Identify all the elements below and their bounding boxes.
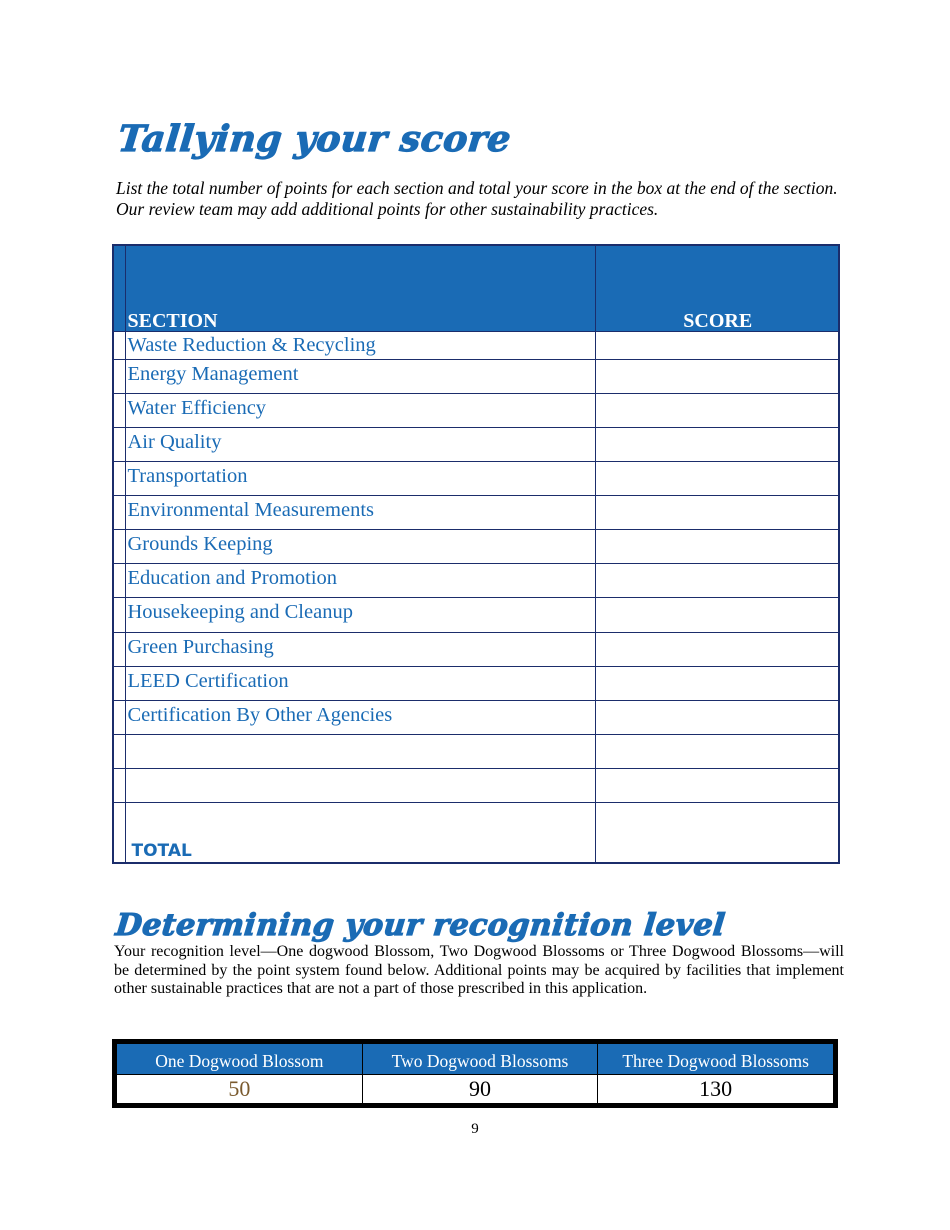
table-row: [113, 598, 839, 632]
score-cell[interactable]: [595, 394, 839, 428]
total-label: TOTAL: [125, 802, 595, 863]
section-name: Waste Reduction & Recycling: [125, 332, 595, 360]
row-spacer: [113, 598, 125, 632]
row-spacer: [113, 768, 125, 802]
recognition-points: [115, 1075, 836, 1106]
section-name: Air Quality: [125, 428, 595, 462]
section-name: Green Purchasing: [125, 632, 595, 666]
header-score: SCORE: [595, 245, 839, 332]
level-label: Two Dogwood Blossoms: [362, 1042, 598, 1075]
row-spacer: [113, 496, 125, 530]
row-spacer: [113, 564, 125, 598]
row-spacer: [113, 700, 125, 734]
section-name: Energy Management: [125, 360, 595, 394]
row-spacer: [113, 394, 125, 428]
row-spacer: [113, 462, 125, 496]
section-name: Transportation: [125, 462, 595, 496]
page-title: Tallying your score: [116, 118, 514, 160]
score-cell[interactable]: [595, 768, 839, 802]
table-row: [113, 360, 839, 394]
table-row: [113, 530, 839, 564]
row-spacer: [113, 734, 125, 768]
table-row: [113, 462, 839, 496]
table-row: [113, 564, 839, 598]
section-name: Water Efficiency: [125, 394, 595, 428]
row-spacer: [113, 666, 125, 700]
recognition-header: [115, 1042, 836, 1075]
score-cell[interactable]: [595, 496, 839, 530]
intro-text: List the total number of points for each section and total your score in the box at the end of the section. Our review team may add additional points for other sustainability practices.: [116, 178, 838, 219]
score-cell[interactable]: [595, 360, 839, 394]
row-spacer: [113, 632, 125, 666]
section-name[interactable]: [125, 768, 595, 802]
section-name[interactable]: [125, 734, 595, 768]
level-points: 90: [362, 1075, 598, 1106]
header-section: SECTION: [125, 245, 595, 332]
score-table-header: [113, 245, 839, 332]
score-cell[interactable]: [595, 530, 839, 564]
row-spacer: [113, 332, 125, 360]
total-row: [113, 802, 839, 863]
table-row: [113, 394, 839, 428]
row-spacer: [113, 360, 125, 394]
row-spacer: [113, 802, 125, 863]
section-name: Grounds Keeping: [125, 530, 595, 564]
section-name: Certification By Other Agencies: [125, 700, 595, 734]
recognition-text: Your recognition level—One dogwood Blossom, Two Dogwood Blossoms or Three Dogwood Blossoms—will be determined by the point system found below. Additional points may be acquired by facilities that implement other sustainable practices that are not a part of those prescribed in this application.: [114, 943, 844, 997]
table-row: [113, 428, 839, 462]
table-row: [113, 332, 839, 360]
score-cell[interactable]: [595, 428, 839, 462]
score-cell[interactable]: [595, 632, 839, 666]
page-number: 9: [471, 1121, 479, 1137]
table-row: [113, 666, 839, 700]
table-row: [113, 768, 839, 802]
level-label: Three Dogwood Blossoms: [598, 1042, 836, 1075]
section-name: LEED Certification: [125, 666, 595, 700]
score-cell[interactable]: [595, 462, 839, 496]
table-row: [113, 734, 839, 768]
header-spacer: [113, 245, 125, 332]
row-spacer: [113, 530, 125, 564]
section-name: Education and Promotion: [125, 564, 595, 598]
table-row: [113, 700, 839, 734]
score-cell[interactable]: [595, 564, 839, 598]
score-cell[interactable]: [595, 332, 839, 360]
score-table: [112, 244, 840, 864]
score-cell[interactable]: [595, 734, 839, 768]
section-name: Environmental Measurements: [125, 496, 595, 530]
row-spacer: [113, 428, 125, 462]
level-points: 50: [115, 1075, 363, 1106]
total-score-cell[interactable]: [595, 802, 839, 863]
table-row: [113, 496, 839, 530]
table-row: [113, 632, 839, 666]
level-label: One Dogwood Blossom: [115, 1042, 363, 1075]
score-cell[interactable]: [595, 598, 839, 632]
recognition-title: Determining your recognition level: [114, 908, 727, 943]
recognition-table: [112, 1039, 838, 1108]
section-name: Housekeeping and Cleanup: [125, 598, 595, 632]
level-points: 130: [598, 1075, 836, 1106]
score-cell[interactable]: [595, 666, 839, 700]
score-cell[interactable]: [595, 700, 839, 734]
